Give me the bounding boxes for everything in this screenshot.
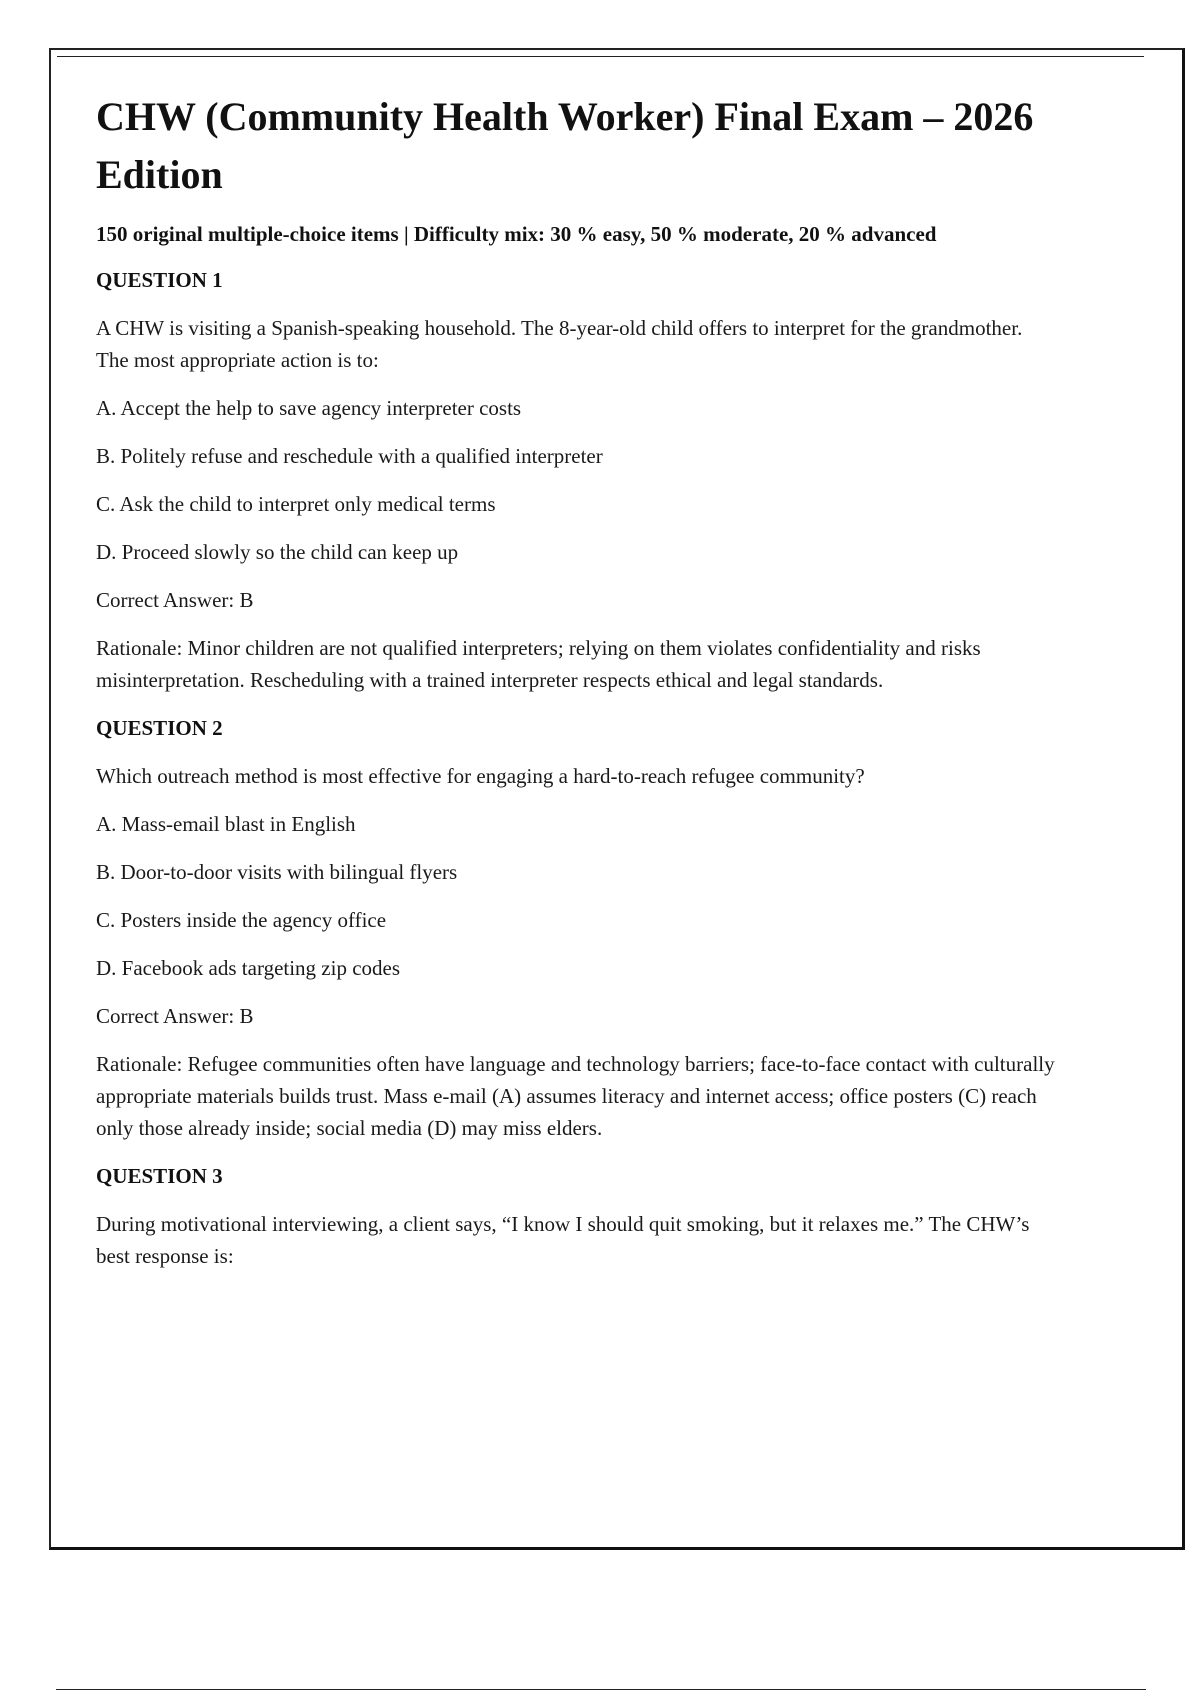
- top-rule: [57, 56, 1144, 57]
- option-c: C. Ask the child to interpret only medical terms: [96, 492, 496, 516]
- question-3: [96, 1160, 1056, 1272]
- next-page-top-rule: [56, 1689, 1146, 1690]
- option-d: D. Proceed slowly so the child can keep up: [96, 540, 459, 564]
- correct-answer: Correct Answer: B: [96, 588, 254, 612]
- question-stem: During motivational interviewing, a client says, “I know I should quit smoking, but it relaxes me.” The CHW’s best response is:: [96, 1212, 1030, 1268]
- question-1: [96, 264, 1056, 696]
- document-body: [96, 88, 1056, 1288]
- document-subtitle: 150 original multiple-choice items | Difficulty mix: 30 % easy, 50 % moderate, 20 % advanced: [96, 222, 937, 246]
- correct-answer: Correct Answer: B: [96, 1004, 254, 1028]
- question-stem: A CHW is visiting a Spanish-speaking household. The 8-year-old child offers to interpret for the grandmother. The most appropriate action is to:: [96, 316, 1023, 372]
- option-b: B. Politely refuse and reschedule with a qualified interpreter: [96, 444, 603, 468]
- option-d: D. Facebook ads targeting zip codes: [96, 956, 401, 980]
- option-b: B. Door-to-door visits with bilingual flyers: [96, 860, 458, 884]
- question-heading: QUESTION 1: [96, 268, 223, 292]
- question-2: [96, 712, 1056, 1144]
- question-heading: QUESTION 2: [96, 716, 223, 740]
- question-heading: QUESTION 3: [96, 1164, 223, 1188]
- rationale: Rationale: Refugee communities often have language and technology barriers; face-to-face contact with culturally appropriate materials builds trust. Mass e-mail (A) assumes literacy and internet access; office posters (C) reach only those already inside; social media (D) may miss elders.: [96, 1052, 1055, 1140]
- rationale: Rationale: Minor children are not qualified interpreters; relying on them violates confidentiality and risks misinterpretation. Rescheduling with a trained interpreter respects ethical and legal standards.: [96, 636, 981, 692]
- question-stem: Which outreach method is most effective for engaging a hard-to-reach refugee community?: [96, 764, 865, 788]
- option-a: A. Accept the help to save agency interpreter costs: [96, 396, 522, 420]
- option-a: A. Mass-email blast in English: [96, 812, 356, 836]
- document-title: CHW (Community Health Worker) Final Exam – 2026 Edition: [96, 94, 1034, 197]
- option-c: C. Posters inside the agency office: [96, 908, 387, 932]
